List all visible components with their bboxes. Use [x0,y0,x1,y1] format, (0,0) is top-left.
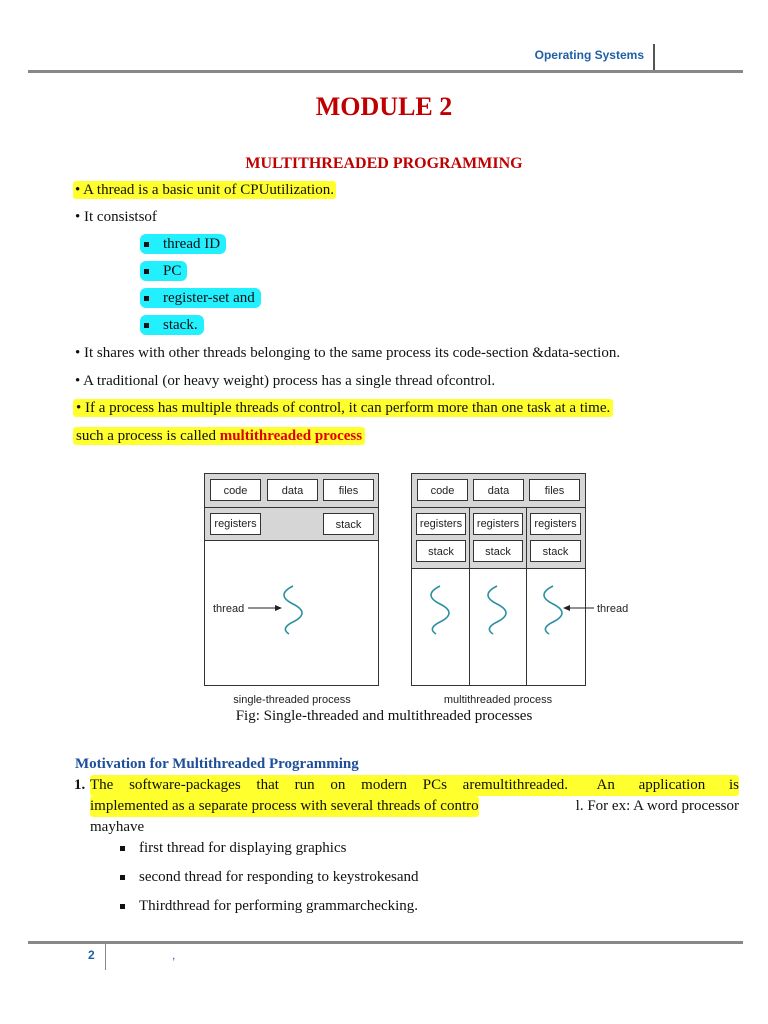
motivation-heading: Motivation for Multithreaded Programming [75,756,359,772]
sub-item-label: PC [163,263,182,279]
sub-item-thread-id [140,235,226,254]
registers-label: registers [534,518,577,530]
motivation-item-label: first thread for displaying graphics [139,840,347,856]
def-emphasis: multithreaded process [219,428,363,444]
para-line3: mayhave [90,819,145,835]
square-bullet-icon [144,269,149,274]
header-divider [653,44,655,70]
files-label: files [338,485,359,497]
code-label: code [223,485,248,497]
square-bullet-icon [120,846,125,851]
footer-comma: , [172,948,176,962]
bullet-text: • If a process has multiple threads of control, it can perform more than one task at a time. [73,399,613,417]
bullet-traditional: • A traditional (or heavy weight) process has a single thread ofcontrol. [75,373,496,389]
square-bullet-icon [144,323,149,328]
square-bullet-icon [144,296,149,301]
motivation-item [120,897,418,916]
sub-item-pc [140,262,187,281]
stack-label: stack [335,519,362,531]
multithreaded-def [73,427,365,446]
section-title: MULTITHREADED PROGRAMMING [245,155,523,172]
sub-item-label: register-set and [163,290,255,306]
bullet-thread-unit [73,181,336,200]
footer-rule [28,941,743,944]
motivation-item [120,839,346,858]
motivation-item [120,868,419,887]
stack-label: stack [542,546,569,558]
registers-label: registers [419,518,463,530]
motivation-paragraph [74,775,739,838]
thread-diagram [200,470,629,710]
item-number: 1. [74,777,86,793]
code-label: code [430,485,455,497]
footer-divider [105,942,106,970]
bullet-multiple-threads [73,399,613,418]
para-line1-hl2: An application is [596,777,739,793]
square-bullet-icon [144,242,149,247]
files-label: files [544,485,565,497]
motivation-item-label: Thirdthread for performing grammarchecking. [139,898,419,914]
stack-label: stack [428,546,454,558]
bullet-text: • A thread is a basic unit of CPUutilization. [75,182,334,198]
sub-item-label: stack. [163,317,198,333]
para-line2-rest: l. For ex: A word processor [575,798,739,814]
running-header: Operating Systems [534,48,644,62]
header-rule [28,70,743,73]
page-number: 2 [88,948,95,962]
sub-item-register-set [140,289,261,308]
single-threaded-process [205,474,379,707]
sub-item-stack [140,316,204,335]
registers-label: registers [476,518,520,530]
motivation-item-label: second thread for responding to keystrokesand [139,869,419,885]
registers-label: registers [214,518,257,530]
thread-label: thread [597,603,629,615]
data-label: data [487,485,510,497]
stack-label: stack [485,546,511,558]
para-line2-hl: implemented as a separate process with several threads of contro [90,796,479,817]
bullet-shares: • It shares with other threads belonging to the same process its code-section &data-section. [75,345,621,361]
square-bullet-icon [120,904,125,909]
def-prefix: such a process is called [76,428,220,444]
single-caption: single-threaded process [233,694,351,706]
multithreaded-process [412,474,629,707]
bullet-consists: • It consistsof [75,209,157,225]
multi-caption: multithreaded process [443,694,553,706]
square-bullet-icon [120,875,125,880]
sub-item-label: thread ID [163,236,221,252]
thread-label: thread [213,603,245,615]
para-line1-hl: The software-packages that run on modern PCs aremultithreaded. [90,777,569,793]
module-title: MODULE 2 [315,92,453,121]
data-label: data [281,485,304,497]
figure-caption: Fig: Single-threaded and multithreaded processes [235,708,533,724]
